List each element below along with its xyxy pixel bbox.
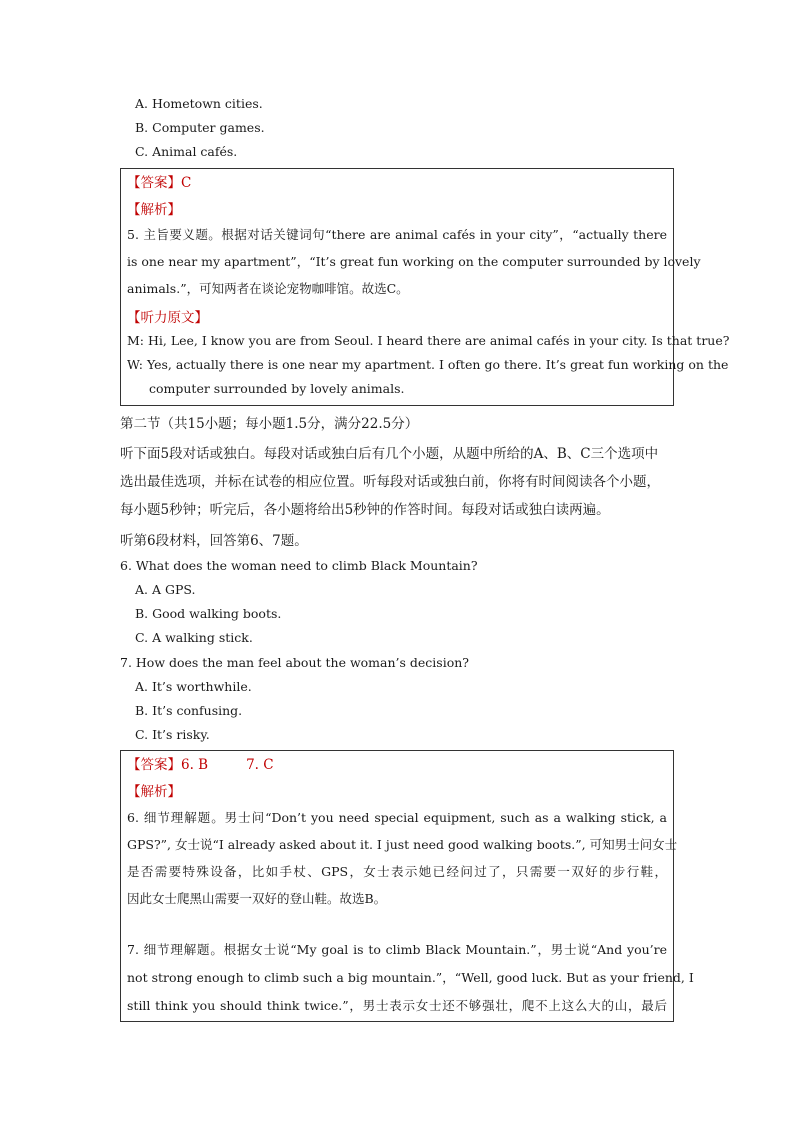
instruction-line: 听下面5段对话或独白。每段对话或独白后有几个小题，从题中所给的A、B、C三个选项中 <box>120 446 659 462</box>
answer-box-q6-7 <box>120 750 694 1022</box>
answer-6: 6. B <box>181 757 209 773</box>
analysis-6-line: 因此女士爬黑山需要一双好的登山鞋。故选B。 <box>127 891 387 906</box>
question-7-option-a: A. It’s worthwhile. <box>135 679 252 694</box>
answer-tag: 【答案】 <box>127 757 181 773</box>
analysis-7-line: not strong enough to climb such a big mountain.”，“Well, good luck. But as your friend, I <box>127 970 694 985</box>
transcript-line: W: Yes, actually there is one near my apartment. I often go there. It’s great fun working on the <box>127 357 729 372</box>
question-7-option-b: B. It’s confusing. <box>135 703 243 718</box>
question-6-stem: 6. What does the woman need to climb Black Mountain? <box>120 558 478 573</box>
transcript-line: computer surrounded by lovely animals. <box>149 381 405 396</box>
question-7-stem: 7. How does the man feel about the woman’s decision? <box>120 655 469 670</box>
analysis-tag: 【解析】 <box>127 784 181 800</box>
analysis-line: animals.”，可知两者在谈论宠物咖啡馆。故选C。 <box>127 281 409 296</box>
answer-tag: 【答案】 <box>127 175 181 191</box>
answer-7: 7. C <box>246 757 274 773</box>
analysis-7-line: 7. 细节理解题。根据女士说“My goal is to climb Black Mountain.”，男士说“And you’re <box>127 942 667 957</box>
analysis-6-line: 是否需要特殊设备，比如手杖、GPS，女士表示她已经问过了，只需要一双好的步行鞋， <box>127 864 667 879</box>
analysis-line: is one near my apartment”，“It’s great fun working on the computer surrounded by lovely <box>127 254 701 269</box>
question-6-option-c: C. A walking stick. <box>135 630 253 645</box>
analysis-6-line: GPS?”, 女士说“I already asked about it. I just need good walking boots.”, 可知男士问女士 <box>127 837 678 852</box>
analysis-line: 5. 主旨要义题。根据对话关键词句“there are animal cafés in your city”，“actually there <box>127 227 667 242</box>
answer-value: C <box>181 175 192 191</box>
option-b: B. Computer games. <box>135 120 265 135</box>
option-c: C. Animal cafés. <box>135 144 238 159</box>
answer-line <box>127 753 274 773</box>
transcript-tag: 【听力原文】 <box>127 310 208 326</box>
instruction-line: 选出最佳选项，并标在试卷的相应位置。听每段对话或独白前，你将有时间阅读各个小题， <box>120 474 660 490</box>
question-7-option-c: C. It’s risky. <box>135 727 210 742</box>
option-a: A. Hometown cities. <box>135 96 263 111</box>
section-heading: 第二节（共15小题；每小题1.5分，满分22.5分） <box>120 416 419 432</box>
analysis-tag: 【解析】 <box>127 202 181 218</box>
analysis-6-line: 6. 细节理解题。男士问“Don’t you need special equipment, such as a walking stick, a <box>127 810 667 825</box>
instruction-line: 每小题5秒钟；听完后，各小题将给出5秒钟的作答时间。每段对话或独白读两遍。 <box>120 502 610 518</box>
analysis-7-line: still think you should think twice.”，男士表示女士还不够强壮，爬不上这么大的山，最后 <box>127 998 667 1013</box>
transcript-line: M: Hi, Lee, I know you are from Seoul. I heard there are animal cafés in your city. Is that true? <box>127 333 730 348</box>
material-line: 听第6段材料，回答第6、7题。 <box>120 533 308 549</box>
question-6-option-b: B. Good walking boots. <box>135 606 282 621</box>
answer-box-q5 <box>120 168 730 406</box>
answer-line <box>127 171 191 191</box>
question-6-option-a: A. A GPS. <box>135 582 196 597</box>
